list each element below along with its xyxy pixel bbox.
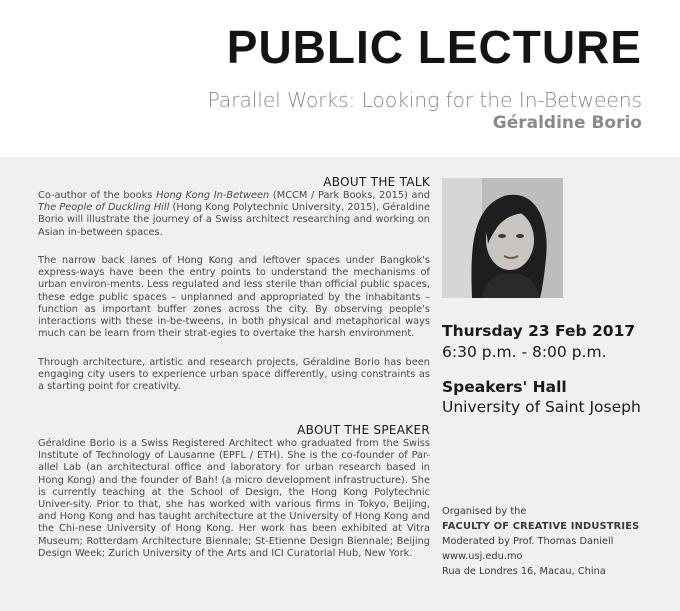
talk-text: (MCCM / Park Books, 2015) and (269, 190, 430, 201)
speaker-bio: Géraldine Borio is a Swiss Registered Architect who graduated from the Swiss Institute of Technology of Lausanne (EPFL / ETH). She is the co-founder of Par-allel Lab (an architectural office and laboratory for urban research based in Hong Kong) and the founder of Bah! (a micro development infrastructure). She is currently teaching at the School of Design, the Hong Kong Polytechnic Univer-sity. Prior to that, she has worked with various firms in Tokyo, Beijing, and Hong Kong and has taught architecture at the University of Hong Kong and the Chi-nese University of Hong Kong. Her work has been exhibited at Vitra Museum; Rotterdam Architecture Biennale; St-Etienne Design Biennale; Beijing Design Week; Zurich University of the Arts and ICI Curatorial Hub, New York. (38, 438, 430, 559)
event-time: 6:30 p.m. - 8:00 p.m. (442, 343, 607, 361)
talk-paragraph-2: The narrow back lanes of Hong Kong and leftover spaces under Bangkok's express-ways have been the entry points to understand the mechanisms of urban environ-ments. Less regulated and less sterile than official public spaces, these edge public spaces – unplanned and appropriated by the inhabitants – function as important buffer zones across the city. By observing people's interactions with these in-be-tweens, in both physical and metaphorical ways much can be learn from their strat-egies to overtake the harsh environment. (38, 255, 430, 340)
event-date: Thursday 23 Feb 2017 (442, 322, 636, 340)
event-venue: Speakers' Hall (442, 378, 567, 396)
talk-text: (Hong Kong Polytechnic University, 2015), Géraldine Borio will illustrate the journey of a Swiss architect researching and working on Asian in-between spaces. (38, 202, 430, 238)
page-title: PUBLIC LECTURE (226, 21, 642, 73)
organiser-faculty: FACULTY OF CREATIVE INDUSTRIES (442, 521, 640, 532)
speaker-photo (442, 178, 563, 298)
about-talk-heading: ABOUT THE TALK (323, 175, 430, 189)
website-link[interactable]: www.usj.edu.mo (442, 551, 523, 562)
address: Rua de Londres 16, Macau, China (442, 566, 606, 577)
header (0, 0, 680, 157)
moderator: Moderated by Prof. Thomas Daniell (442, 536, 614, 547)
event-venue-sub: University of Saint Joseph (442, 398, 641, 416)
lecture-subtitle: Parallel Works: Looking for the In-Betweens (207, 88, 642, 112)
organiser-line-1: Organised by the (442, 506, 527, 517)
portrait-image (442, 178, 563, 298)
talk-paragraph-3: Through architecture, artistic and research projects, Géraldine Borio has been engaging city users to experience urban space differently, using constraints as a starting point for creativity. (38, 357, 430, 393)
speaker-name: Géraldine Borio (492, 113, 642, 133)
talk-text: Co-author of the books (38, 190, 157, 201)
talk-paragraph-1 (38, 190, 430, 239)
book-title: The People of Duckling Hill (38, 202, 170, 214)
about-speaker-heading: ABOUT THE SPEAKER (297, 423, 430, 437)
book-title: Hong Kong In-Between (156, 190, 270, 201)
